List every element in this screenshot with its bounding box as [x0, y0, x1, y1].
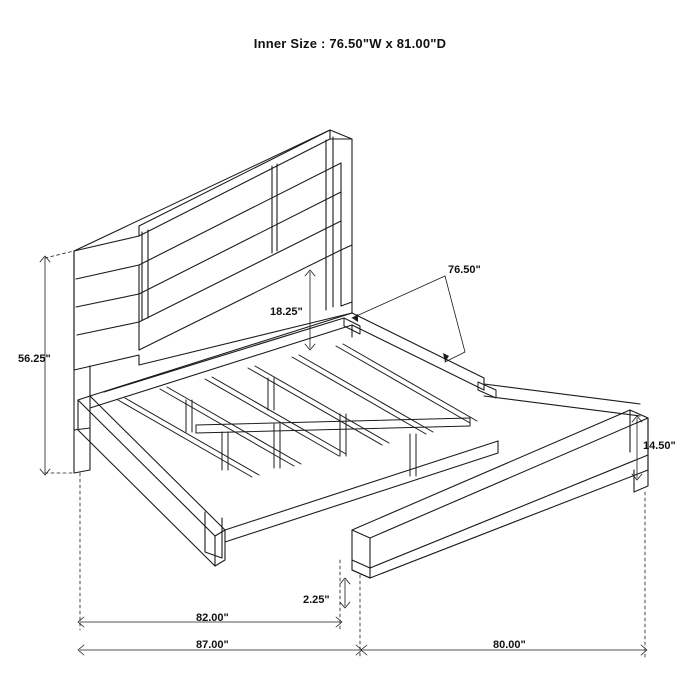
- bed-frame: [78, 313, 640, 566]
- dimension-label-headboard-panel: 18.25": [270, 306, 303, 318]
- dimension-label-rail-clearance: 2.25": [303, 594, 330, 606]
- dimension-lines: [40, 251, 647, 658]
- page-title: Inner Size : 76.50"W x 81.00"D: [253, 36, 447, 51]
- dimension-label-inner-length: 82.00": [196, 612, 229, 624]
- slat-deck: [118, 318, 496, 477]
- dimension-label-footboard-height: 14.50": [643, 440, 676, 452]
- dimension-label-headboard-height: 56.25": [18, 353, 51, 365]
- footboard: [352, 410, 648, 578]
- dimension-label-inner-width: 76.50": [448, 264, 481, 276]
- dimension-label-overall-length: 87.00": [196, 639, 229, 651]
- dimension-label-overall-width: 80.00": [493, 639, 526, 651]
